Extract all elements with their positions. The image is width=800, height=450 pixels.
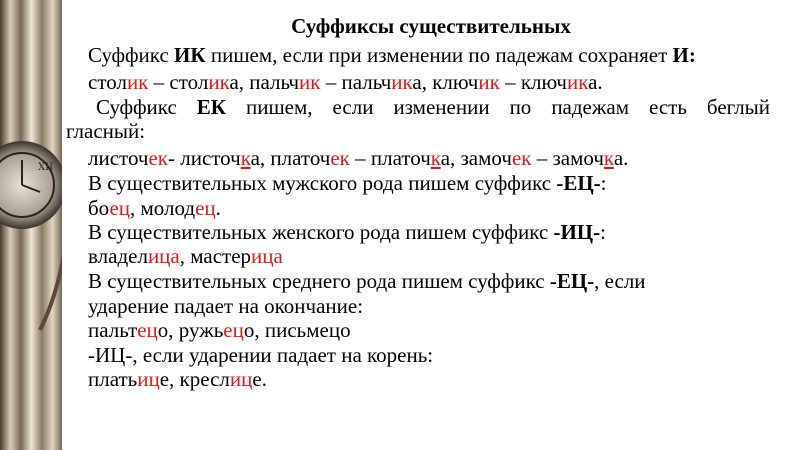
ex-ending: а. [613, 146, 629, 170]
ex-stem: владел [88, 244, 148, 268]
ex-suffix: ик [299, 70, 321, 94]
ex-suffix: ец [109, 196, 131, 220]
ex-stem: , молод [130, 196, 196, 220]
ex-stem: плать [88, 367, 138, 391]
rule-ec-suffix: -ЕЦ- [556, 171, 601, 195]
word: пишем, [246, 95, 313, 119]
rule-neuter-text [88, 269, 646, 293]
rule-root-text: -ИЦ-, если ударении падает на корень: [88, 343, 434, 367]
page-title: Суффиксы существительных [291, 14, 571, 38]
ex-ending: о, письмецо [243, 318, 351, 342]
word: если [332, 95, 374, 119]
word: падежам [551, 95, 629, 119]
rule-ik-suffix: ИК [174, 43, 206, 67]
rule-ic-post: : [600, 220, 606, 244]
ex-stem: о, ружь [157, 318, 224, 342]
rule-neuter-suffix: -ЕЦ- [549, 269, 595, 293]
ex-stem: – замоч [531, 146, 604, 170]
ex-suffix: к [430, 146, 441, 170]
rule-ek-line2: гласный: [66, 119, 146, 143]
rule-ik-examples [88, 70, 603, 94]
rule-neuter-examples [88, 318, 351, 342]
rule-neuter-post: , если [594, 269, 646, 293]
rule-root-examples [88, 367, 267, 391]
ex-suffix: ек [148, 146, 168, 170]
ex-ending: а, [412, 70, 433, 94]
ex-ending: а, [229, 70, 250, 94]
rule-ec-post: : [600, 171, 607, 195]
ex-ending: . [215, 196, 221, 220]
ex-suffix: ек [511, 146, 532, 170]
ex-suffix: ик [391, 70, 413, 94]
rule-neuter-pre: В существительных среднего рода пишем суффикс [88, 269, 550, 293]
ex-ending: е. [252, 367, 267, 391]
word: есть [649, 95, 687, 119]
ex-stem: – ключ [499, 70, 567, 94]
ex-suffix: ик [126, 70, 149, 94]
ex-suffix: ек [330, 146, 350, 170]
ex-stem: бо [88, 196, 110, 220]
word: Суффикс [96, 95, 177, 119]
ex-suffix: ик [566, 70, 589, 94]
ex-ending: а. [588, 70, 603, 94]
word: беглый [706, 95, 771, 119]
word: по [509, 95, 532, 119]
ex-stem: стол [88, 70, 127, 94]
ex-suffix: ица [251, 244, 283, 268]
rule-ic-suffix: -ИЦ- [553, 220, 601, 244]
svg-text:XII: XII [38, 162, 54, 173]
ex-stem: пальч [249, 70, 300, 94]
rule-ek-suffix: ЕК [196, 95, 227, 119]
ex-suffix: ец [137, 318, 158, 342]
rule-ik-letter: И: [672, 43, 696, 67]
word: изменении [393, 95, 490, 119]
rule-ec-pre: В существительных мужского рода пишем суффикс [88, 171, 557, 195]
rule-ek-line1 [96, 95, 770, 119]
ex-suffix: иц [229, 367, 253, 391]
rule-ik-mid: пишем, если при изменении по падежам сохраняет [205, 43, 673, 67]
ex-stem: – платоч [349, 146, 431, 170]
ex-stem: листоч [88, 146, 149, 170]
rule-neuter-line2: ударение падает на окончание: [88, 294, 364, 318]
ex-suffix: ик [478, 70, 500, 94]
rule-ec-examples [88, 196, 221, 220]
ex-suffix: иц [137, 367, 160, 391]
ex-ending: а, [250, 146, 271, 170]
rule-ic-text [88, 220, 606, 244]
ex-stem: пальт [88, 318, 138, 342]
rule-ik-pre: Суффикс [88, 43, 175, 67]
ex-stem: , мастер [179, 244, 252, 268]
rule-ec-text [88, 171, 607, 195]
ex-stem: замоч [460, 146, 512, 170]
ex-stem: – стол [148, 70, 209, 94]
ex-ending: а, [440, 146, 461, 170]
ex-stem: платоч [270, 146, 331, 170]
ex-suffix: ец [223, 318, 244, 342]
ex-suffix: к [240, 146, 251, 170]
ex-suffix: ица [147, 244, 180, 268]
rule-ic-pre: В существительных женского рода пишем суффикс [88, 220, 554, 244]
ex-suffix: ик [208, 70, 230, 94]
ex-suffix: к [603, 146, 614, 170]
ex-stem: – пальч [320, 70, 392, 94]
ex-stem: - листоч [168, 146, 241, 170]
rule-ik-text [88, 43, 696, 67]
ex-stem: е, кресл [159, 367, 230, 391]
rule-ic-examples [88, 244, 283, 268]
rule-ek-examples [88, 146, 628, 170]
ex-suffix: ец [195, 196, 216, 220]
ex-stem: ключ [432, 70, 479, 94]
